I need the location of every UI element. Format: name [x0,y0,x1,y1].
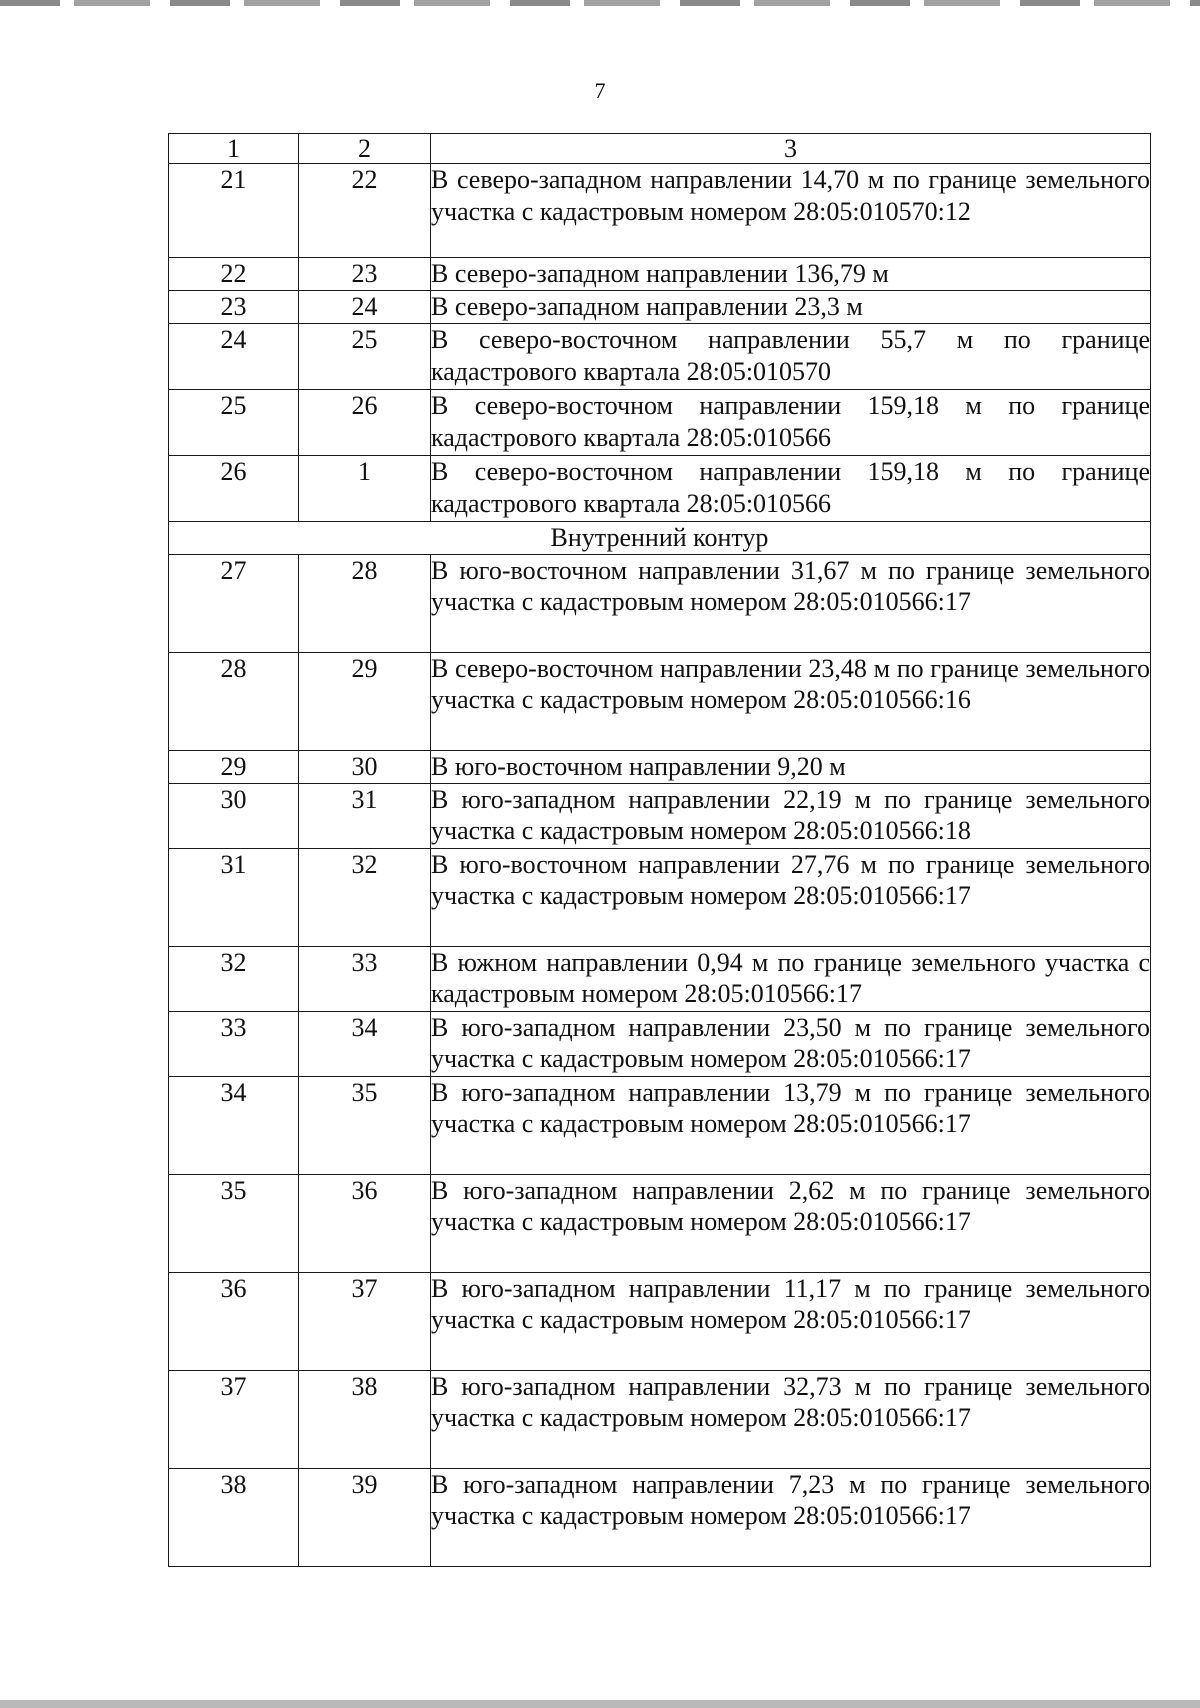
from-point: 37 [169,1370,299,1468]
table-row [169,1468,1151,1566]
from-point: 32 [169,946,299,1011]
to-point: 22 [299,164,431,258]
table-row [169,390,1151,456]
to-point: 34 [299,1011,431,1076]
table-row [169,1174,1151,1272]
scan-edge-top [0,0,1200,6]
scan-edge-bottom [0,1700,1200,1708]
segment-description: В северо-западном направлении 14,70 м по границе земельного участка с кадастровым номером 28:05:010570:12 [431,164,1151,258]
segment-description: В юго-западном направлении 32,73 м по границе земельного участка с кадастровым номером 28:05:010566:17 [431,1370,1151,1468]
from-point: 22 [169,258,299,291]
to-point: 29 [299,652,431,750]
to-point: 1 [299,456,431,522]
from-point: 34 [169,1076,299,1174]
segment-description: В юго-западном направлении 13,79 м по границе земельного участка с кадастровым номером 28:05:010566:17 [431,1076,1151,1174]
from-point: 38 [169,1468,299,1566]
table-row [169,1076,1151,1174]
column-header-to: 2 [299,134,431,164]
segment-description: В северо-западном направлении 23,3 м [431,291,1151,324]
to-point: 39 [299,1468,431,1566]
table-header-row [169,134,1151,164]
segment-description: В северо-западном направлении 136,79 м [431,258,1151,291]
column-header-from: 1 [169,134,299,164]
to-point: 37 [299,1272,431,1370]
column-header-description: 3 [431,134,1151,164]
table-row [169,652,1151,750]
to-point: 30 [299,750,431,783]
table-row [169,456,1151,522]
page-number: 7 [594,78,606,103]
segment-description: В северо-восточном направлении 23,48 м по границе земельного участка с кадастровым номером 28:05:010566:16 [431,652,1151,750]
section-row [169,522,1151,555]
table-row [169,946,1151,1011]
segment-description: В юго-восточном направлении 31,67 м по границе земельного участка с кадастровым номером 28:05:010566:17 [431,554,1151,652]
table-row [169,1272,1151,1370]
segment-description: В юго-западном направлении 23,50 м по границе земельного участка с кадастровым номером 28:05:010566:17 [431,1011,1151,1076]
from-point: 21 [169,164,299,258]
from-point: 27 [169,554,299,652]
segment-description: В южном направлении 0,94 м по границе земельного участка с кадастровым номером 28:05:010566:17 [431,946,1151,1011]
segment-description: В юго-западном направлении 22,19 м по границе земельного участка с кадастровым номером 28:05:010566:18 [431,783,1151,848]
to-point: 35 [299,1076,431,1174]
to-point: 31 [299,783,431,848]
table-row [169,1011,1151,1076]
from-point: 31 [169,848,299,946]
to-point: 33 [299,946,431,1011]
table-row [169,1370,1151,1468]
table-row [169,750,1151,783]
table-row [169,554,1151,652]
segment-description: В северо-восточном направлении 55,7 м по границе кадастрового квартала 28:05:010570 [431,324,1151,390]
to-point: 28 [299,554,431,652]
to-point: 36 [299,1174,431,1272]
table-row [169,783,1151,848]
segment-description: В северо-восточном направлении 159,18 м по границе кадастрового квартала 28:05:010566 [431,456,1151,522]
to-point: 25 [299,324,431,390]
table-row [169,324,1151,390]
section-title-inner-contour: Внутренний контур [169,522,1151,555]
from-point: 26 [169,456,299,522]
from-point: 36 [169,1272,299,1370]
from-point: 25 [169,390,299,456]
to-point: 23 [299,258,431,291]
segment-description: В юго-западном направлении 11,17 м по границе земельного участка с кадастровым номером 28:05:010566:17 [431,1272,1151,1370]
segment-description: В юго-восточном направлении 27,76 м по границе земельного участка с кадастровым номером 28:05:010566:17 [431,848,1151,946]
to-point: 38 [299,1370,431,1468]
table-row [169,848,1151,946]
segment-description: В юго-западном направлении 7,23 м по границе земельного участка с кадастровым номером 28:05:010566:17 [431,1468,1151,1566]
segment-description: В северо-восточном направлении 159,18 м по границе кадастрового квартала 28:05:010566 [431,390,1151,456]
from-point: 24 [169,324,299,390]
from-point: 28 [169,652,299,750]
from-point: 35 [169,1174,299,1272]
from-point: 30 [169,783,299,848]
segment-description: В юго-западном направлении 2,62 м по границе земельного участка с кадастровым номером 28:05:010566:17 [431,1174,1151,1272]
from-point: 29 [169,750,299,783]
table-row [169,164,1151,258]
table-row [169,258,1151,291]
to-point: 24 [299,291,431,324]
from-point: 23 [169,291,299,324]
boundary-table [168,133,1151,1567]
table-row [169,291,1151,324]
to-point: 26 [299,390,431,456]
to-point: 32 [299,848,431,946]
from-point: 33 [169,1011,299,1076]
segment-description: В юго-восточном направлении 9,20 м [431,750,1151,783]
